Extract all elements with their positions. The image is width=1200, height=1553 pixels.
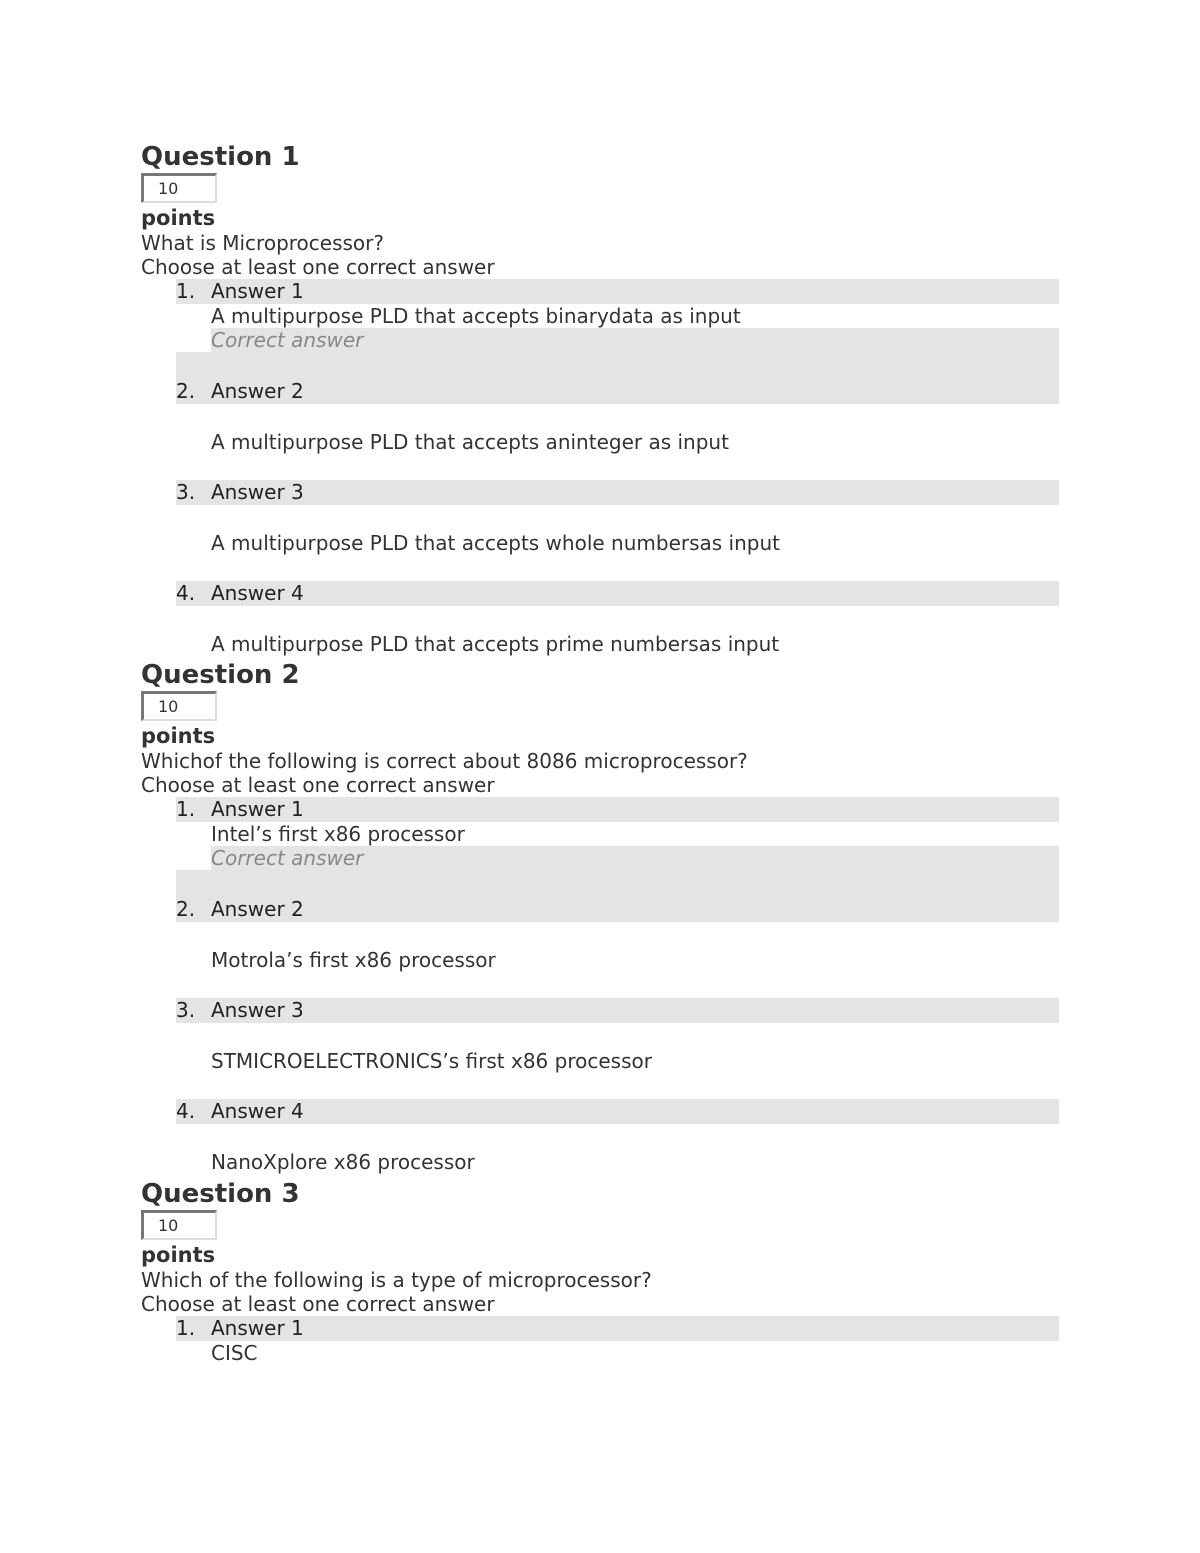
answer-item[interactable] <box>176 581 1059 656</box>
points-input[interactable]: 10 <box>141 691 217 721</box>
answer-number: 2. <box>176 897 196 921</box>
question-text: Whichof the following is correct about 8086 microprocessor? <box>141 749 748 773</box>
correct-answer-label: Correct answer <box>211 328 364 352</box>
question-title: Question 1 <box>141 142 300 172</box>
answer-label: Answer 1 <box>211 1316 304 1340</box>
answer-item[interactable] <box>176 379 1059 480</box>
answer-item[interactable] <box>176 279 1059 379</box>
answer-item[interactable] <box>176 480 1059 581</box>
answer-number: 2. <box>176 379 196 403</box>
question-title: Question 2 <box>141 660 300 690</box>
points-input[interactable]: 10 <box>141 1210 217 1240</box>
answer-text: Intel’s first x86 processor <box>211 822 465 846</box>
answer-header <box>176 1099 1059 1124</box>
answer-list <box>176 279 1059 656</box>
answer-label: Answer 3 <box>211 480 304 504</box>
answer-item[interactable] <box>176 1316 1059 1365</box>
question-1 <box>141 142 1059 656</box>
answer-header <box>176 1316 1059 1341</box>
answer-label: Answer 2 <box>211 379 304 403</box>
answer-header <box>176 897 1059 922</box>
answer-number: 4. <box>176 581 196 605</box>
answer-label: Answer 3 <box>211 998 304 1022</box>
answer-text: CISC <box>211 1341 258 1365</box>
answer-text: NanoXplore x86 processor <box>211 1150 475 1174</box>
correct-feedback <box>176 328 1059 379</box>
points-label: points <box>141 1243 216 1267</box>
answer-label: Answer 4 <box>211 581 304 605</box>
question-hint: Choose at least one correct answer <box>141 1292 495 1316</box>
question-title: Question 3 <box>141 1179 300 1209</box>
answer-label: Answer 1 <box>211 279 304 303</box>
answer-header <box>176 379 1059 404</box>
answer-item[interactable] <box>176 998 1059 1099</box>
correct-answer-label: Correct answer <box>211 846 364 870</box>
answer-list <box>176 797 1059 1174</box>
answer-number: 1. <box>176 1316 196 1340</box>
answer-header <box>176 279 1059 304</box>
answer-text: STMICROELECTRONICS’s first x86 processor <box>211 1049 652 1073</box>
answer-label: Answer 4 <box>211 1099 304 1123</box>
answer-number: 3. <box>176 998 196 1022</box>
answer-text: A multipurpose PLD that accepts prime numbersas input <box>211 632 780 656</box>
question-2 <box>141 660 1059 1174</box>
answer-text: Motrola’s first x86 processor <box>211 948 496 972</box>
answer-label: Answer 1 <box>211 797 304 821</box>
points-label: points <box>141 724 216 748</box>
feedback-notch <box>176 846 211 870</box>
feedback-notch <box>176 328 211 352</box>
answer-text: A multipurpose PLD that accepts aninteger as input <box>211 430 729 454</box>
question-text: Which of the following is a type of microprocessor? <box>141 1268 652 1292</box>
answer-item[interactable] <box>176 897 1059 998</box>
answer-number: 1. <box>176 797 196 821</box>
answer-header <box>176 797 1059 822</box>
answer-header <box>176 581 1059 606</box>
question-hint: Choose at least one correct answer <box>141 255 495 279</box>
answer-header <box>176 998 1059 1023</box>
answer-list <box>176 1316 1059 1365</box>
answer-item[interactable] <box>176 1099 1059 1174</box>
answer-item[interactable] <box>176 797 1059 897</box>
answer-number: 4. <box>176 1099 196 1123</box>
answer-text: A multipurpose PLD that accepts binarydata as input <box>211 304 741 328</box>
answer-number: 3. <box>176 480 196 504</box>
answer-header <box>176 480 1059 505</box>
answer-number: 1. <box>176 279 196 303</box>
correct-feedback <box>176 846 1059 897</box>
question-hint: Choose at least one correct answer <box>141 773 495 797</box>
question-text: What is Microprocessor? <box>141 231 384 255</box>
points-label: points <box>141 206 216 230</box>
answer-label: Answer 2 <box>211 897 304 921</box>
points-input[interactable]: 10 <box>141 173 217 203</box>
question-3 <box>141 1179 1059 1365</box>
answer-text: A multipurpose PLD that accepts whole numbersas input <box>211 531 781 555</box>
